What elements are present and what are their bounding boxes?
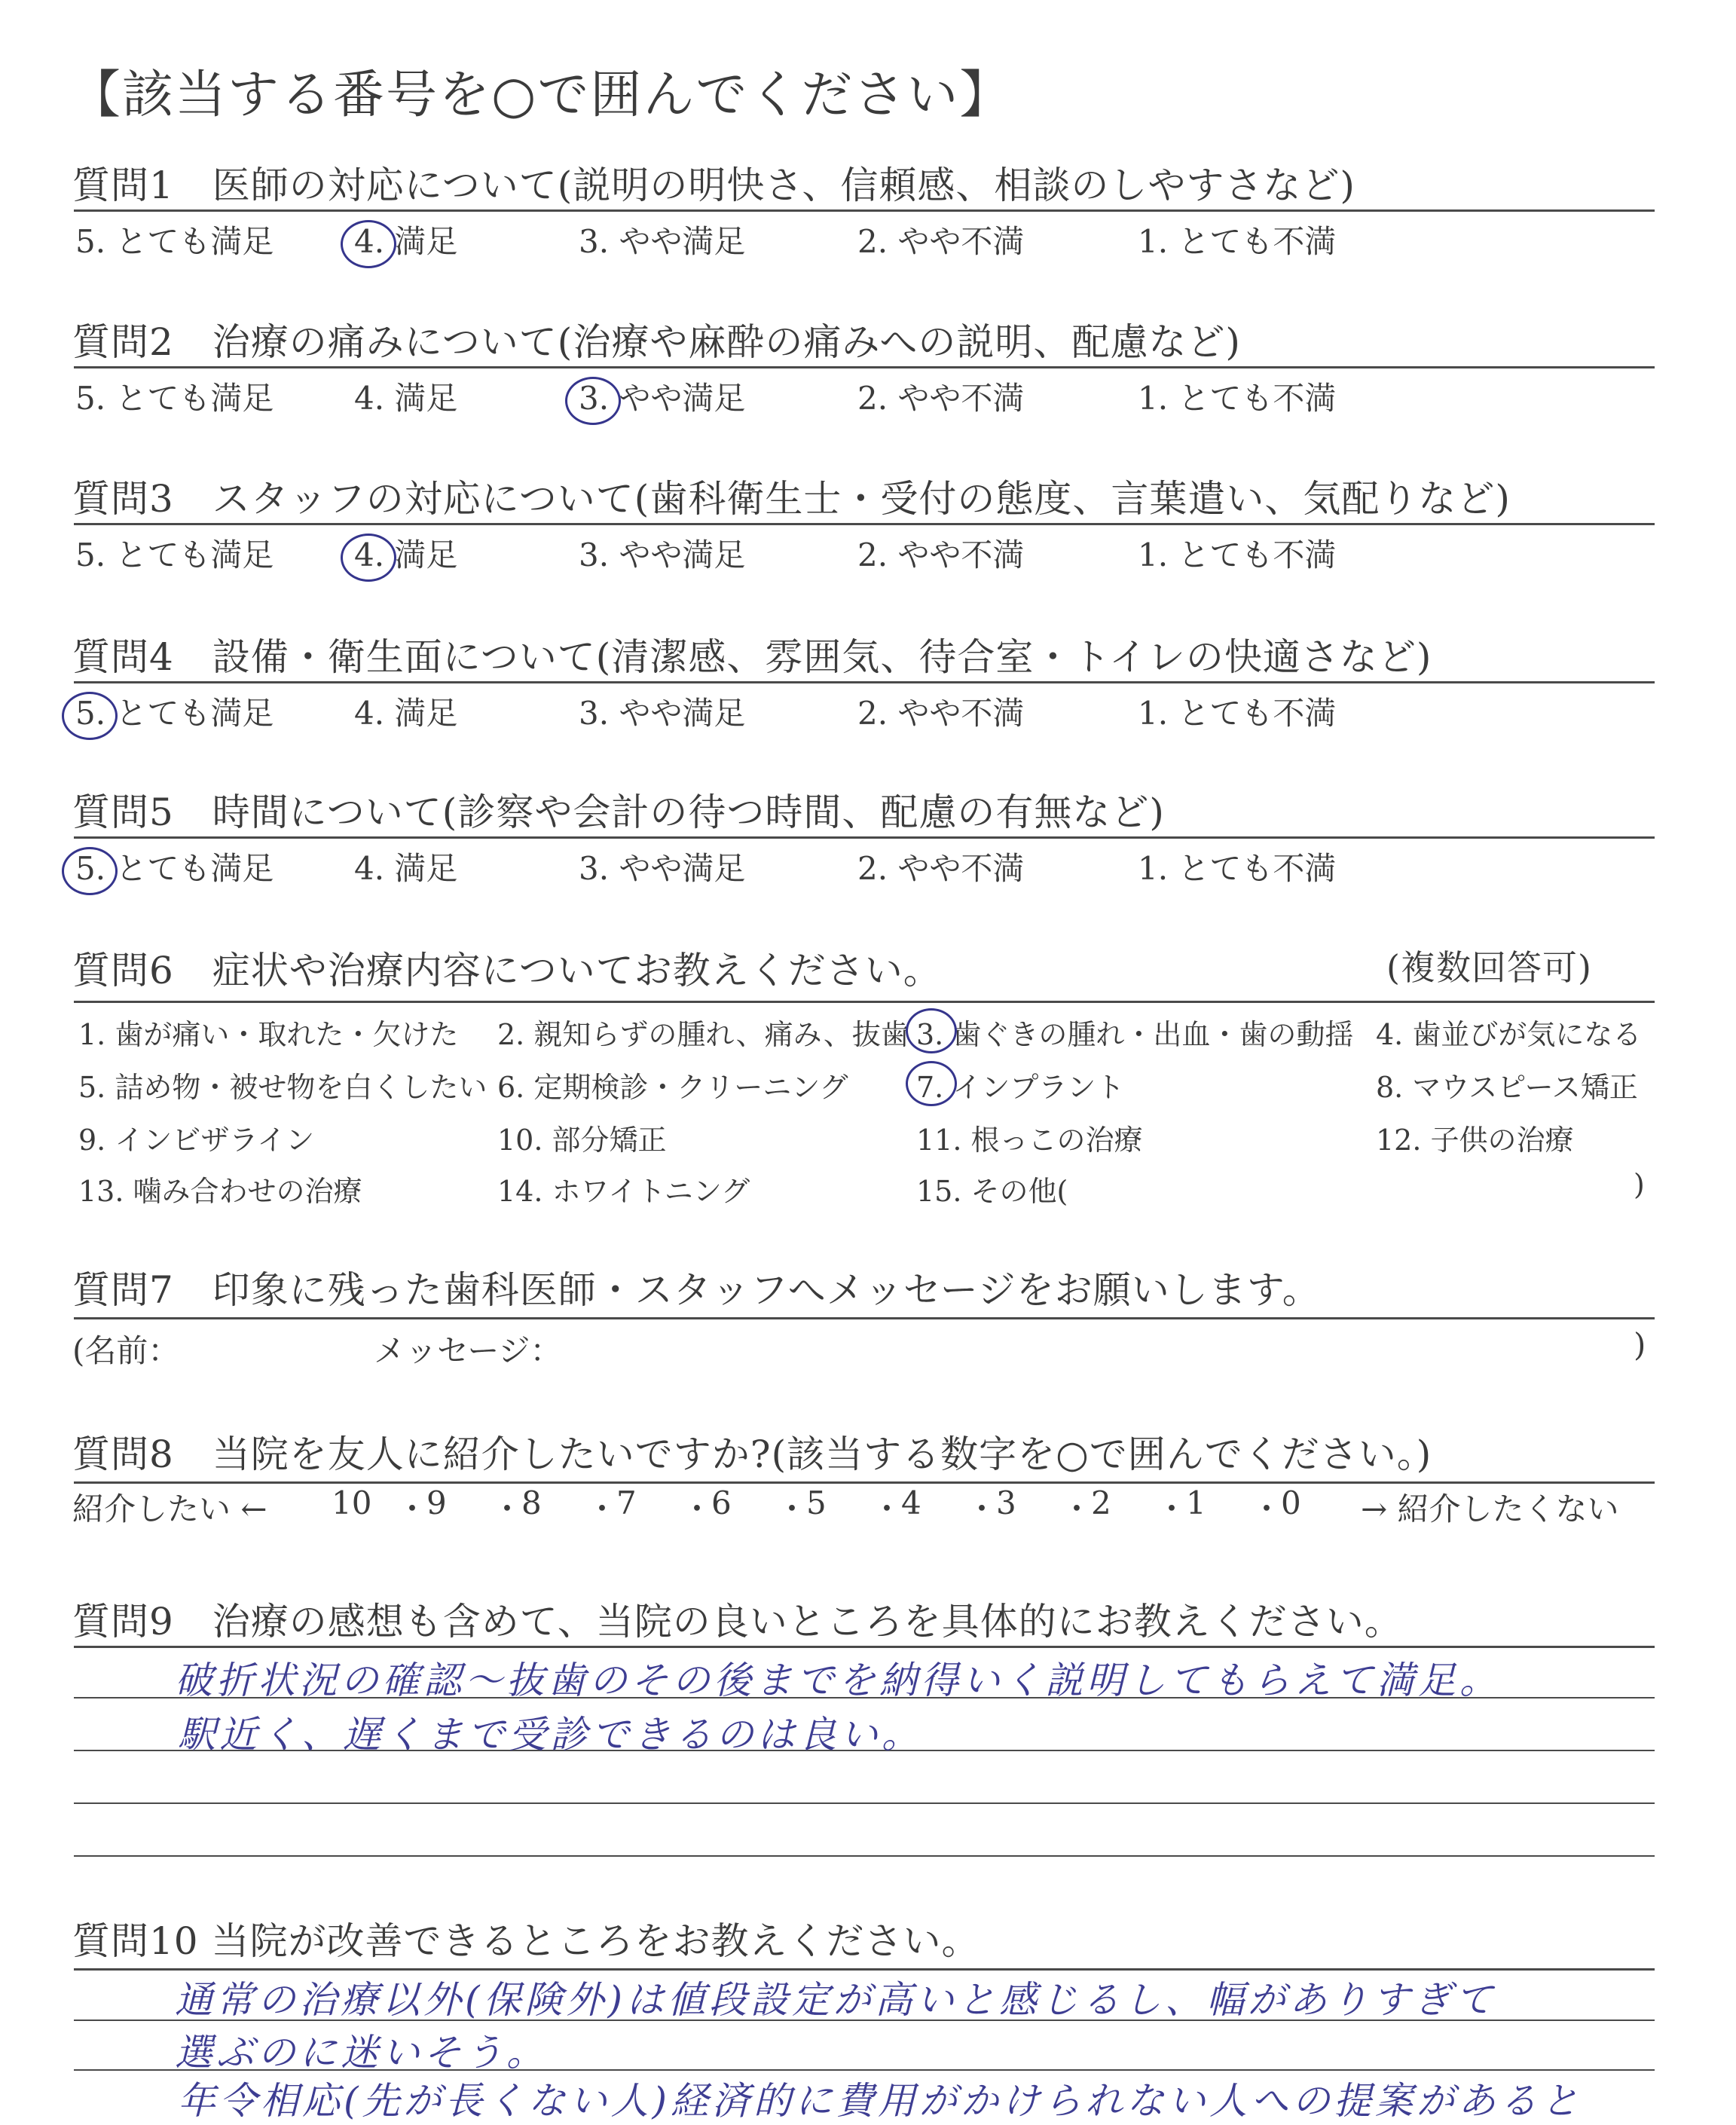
q1-option[interactable]: 3. やや満足 [579, 223, 746, 260]
q8-scale-number[interactable]: 5 [806, 1484, 827, 1521]
q6-option[interactable]: 9. インビザライン [78, 1124, 315, 1157]
q6-option[interactable]: 12. 子供の治療 [1376, 1124, 1574, 1157]
q3-option[interactable]: 4. 満足 [354, 537, 458, 573]
q8-scale-number[interactable]: 6 [711, 1484, 732, 1521]
q8-scale-dot: ・ [491, 1491, 524, 1527]
q10-answer-line-3: 年令相応(先が長くない人)経済的に費用がかけられない人への提案があると [178, 2079, 1583, 2123]
q5-option[interactable]: 3. やや満足 [579, 850, 746, 887]
q8-scale-number[interactable]: 10 [332, 1484, 372, 1521]
q1-option[interactable]: 1. とても不満 [1138, 223, 1337, 260]
q7-message-label: メッセージ： [374, 1332, 562, 1369]
q8-scale-dot: ・ [871, 1491, 903, 1527]
q5-title: 質問5 時間について(診察や会計の待つ時間、配慮の有無など) [72, 790, 1165, 834]
q6-title: 質問6 症状や治療内容についてお教えください。 [72, 949, 942, 992]
q8-scale-number[interactable]: 4 [901, 1484, 921, 1521]
q8-scale-dot: ・ [396, 1491, 429, 1527]
q10-answer-line-1: 通常の治療以外(保険外)は値段設定が高いと感じるし、幅がありすぎて [175, 1978, 1497, 2022]
q8-scale-number[interactable]: 7 [616, 1484, 637, 1521]
q6-option[interactable]: 15. その他( [916, 1175, 1068, 1208]
q8-scale-number[interactable]: 2 [1091, 1484, 1111, 1521]
q2-option[interactable]: 5. とても満足 [75, 380, 274, 417]
q8-scale-dot: ・ [586, 1491, 619, 1527]
q6-selection-circle [906, 1061, 957, 1106]
q9-rule-4 [74, 1802, 1655, 1804]
q5-option[interactable]: 5. とても満足 [75, 850, 274, 887]
q3-option[interactable]: 3. やや満足 [579, 537, 746, 573]
q6-rule [74, 1001, 1655, 1003]
q1-rule [74, 209, 1655, 212]
q3-title: 質問3 スタッフの対応について(歯科衛生士・受付の態度、言葉遣い、気配りなど) [72, 477, 1511, 521]
q6-option[interactable]: 10. 部分矯正 [497, 1124, 667, 1157]
q6-option[interactable]: 14. ホワイトニング [497, 1175, 750, 1208]
q2-option[interactable]: 3. やや満足 [579, 380, 746, 417]
q7-rule [74, 1317, 1655, 1319]
q10-answer-line-2: 選ぶのに迷いそう。 [175, 2031, 548, 2075]
q1-selection-circle [341, 220, 396, 268]
q8-title: 質問8 当院を友人に紹介したいですか?(該当する数字を○で囲んでください。) [72, 1432, 1432, 1476]
q4-option[interactable]: 4. 満足 [354, 695, 458, 732]
q8-scale-dot: ・ [776, 1491, 808, 1527]
q3-selection-circle [341, 534, 396, 582]
q2-title: 質問2 治療の痛みについて(治療や麻酔の痛みへの説明、配慮など) [72, 320, 1241, 364]
q8-scale-number[interactable]: 0 [1281, 1484, 1301, 1521]
q9-answer-line-1: 破折状況の確認〜抜歯のその後までを納得いく説明してもらえて満足。 [175, 1659, 1501, 1702]
q6-selection-circle [906, 1008, 957, 1053]
q8-scale-number[interactable]: 3 [996, 1484, 1016, 1521]
q1-option[interactable]: 5. とても満足 [75, 223, 274, 260]
q6-option[interactable]: 4. 歯並びが気になる [1376, 1018, 1642, 1051]
q6-option[interactable]: 6. 定期検診・クリーニング [497, 1071, 848, 1104]
q6-option[interactable]: ) [1634, 1168, 1645, 1201]
q9-rule-5 [74, 1855, 1655, 1857]
q4-option[interactable]: 3. やや満足 [579, 695, 746, 732]
q8-scale-number[interactable]: 9 [426, 1484, 447, 1521]
q6-option[interactable]: 3. 歯ぐきの腫れ・出血・歯の動揺 [916, 1018, 1354, 1051]
q8-scale-dot: ・ [1061, 1491, 1093, 1527]
q9-title: 質問9 治療の感想も含めて、当院の良いところを具体的にお教えください。 [72, 1600, 1403, 1643]
q4-selection-circle [62, 692, 118, 740]
q6-option[interactable]: 2. 親知らずの腫れ、痛み、抜歯 [497, 1018, 909, 1051]
q1-option[interactable]: 4. 満足 [354, 223, 458, 260]
q6-note: (複数回答可) [1386, 947, 1592, 988]
q8-scale-dot: ・ [681, 1491, 714, 1527]
q1-option[interactable]: 2. やや不満 [857, 223, 1025, 260]
q8-right-label: → 紹介したくない [1361, 1491, 1619, 1527]
q4-title: 質問4 設備・衛生面について(清潔感、雰囲気、待合室・トイレの快適さなど) [72, 635, 1432, 679]
q6-option[interactable]: 13. 噛み合わせの治療 [78, 1175, 362, 1208]
q7-title: 質問7 印象に残った歯科医師・スタッフへメッセージをお願いします。 [72, 1268, 1321, 1312]
q9-answer-line-2: 駅近く、遅くまで受診できるのは良い。 [178, 1713, 923, 1757]
q5-option[interactable]: 2. やや不満 [857, 850, 1025, 887]
q6-option[interactable]: 7. インプラント [916, 1071, 1125, 1104]
q2-option[interactable]: 1. とても不満 [1138, 380, 1337, 417]
page-title: 【該当する番号を○で囲んでください】 [69, 66, 1013, 125]
q5-rule [74, 836, 1655, 839]
q7-name-label: (名前： [72, 1332, 180, 1369]
q4-option[interactable]: 5. とても満足 [75, 695, 274, 732]
q2-option[interactable]: 2. やや不満 [857, 380, 1025, 417]
q2-option[interactable]: 4. 満足 [354, 380, 458, 417]
q3-option[interactable]: 1. とても不満 [1138, 537, 1337, 573]
q4-option[interactable]: 2. やや不満 [857, 695, 1025, 732]
q2-rule [74, 366, 1655, 368]
q8-left-label: 紹介したい ← [72, 1491, 267, 1527]
q8-scale-number[interactable]: 8 [521, 1484, 542, 1521]
q10-title: 質問10 当院が改善できるところをお教えください。 [72, 1919, 980, 1963]
q8-rule [74, 1481, 1655, 1484]
q8-scale-dot: ・ [966, 1491, 998, 1527]
q3-option[interactable]: 5. とても満足 [75, 537, 274, 573]
q8-scale-dot: ・ [1156, 1491, 1188, 1527]
q3-option[interactable]: 2. やや不満 [857, 537, 1025, 573]
q4-rule [74, 681, 1655, 683]
q4-option[interactable]: 1. とても不満 [1138, 695, 1337, 732]
q8-scale-dot: ・ [1251, 1491, 1283, 1527]
q6-option[interactable]: 11. 根っこの治療 [916, 1124, 1143, 1157]
q2-selection-circle [565, 377, 621, 425]
q6-option[interactable]: 8. マウスピース矯正 [1376, 1071, 1638, 1104]
q5-option[interactable]: 1. とても不満 [1138, 850, 1337, 887]
q1-title: 質問1 医師の対応について(説明の明快さ、信頼感、相談のしやすさなど) [72, 164, 1355, 207]
q8-scale-number[interactable]: 1 [1186, 1484, 1206, 1521]
q5-selection-circle [62, 847, 118, 895]
q6-option[interactable]: 1. 歯が痛い・取れた・欠けた [78, 1018, 459, 1051]
q7-close-paren: ) [1634, 1326, 1646, 1363]
q3-rule [74, 523, 1655, 525]
q5-option[interactable]: 4. 満足 [354, 850, 458, 887]
q9-rule-1 [74, 1646, 1655, 1648]
q6-option[interactable]: 5. 詰め物・被せ物を白くしたい [78, 1071, 487, 1104]
